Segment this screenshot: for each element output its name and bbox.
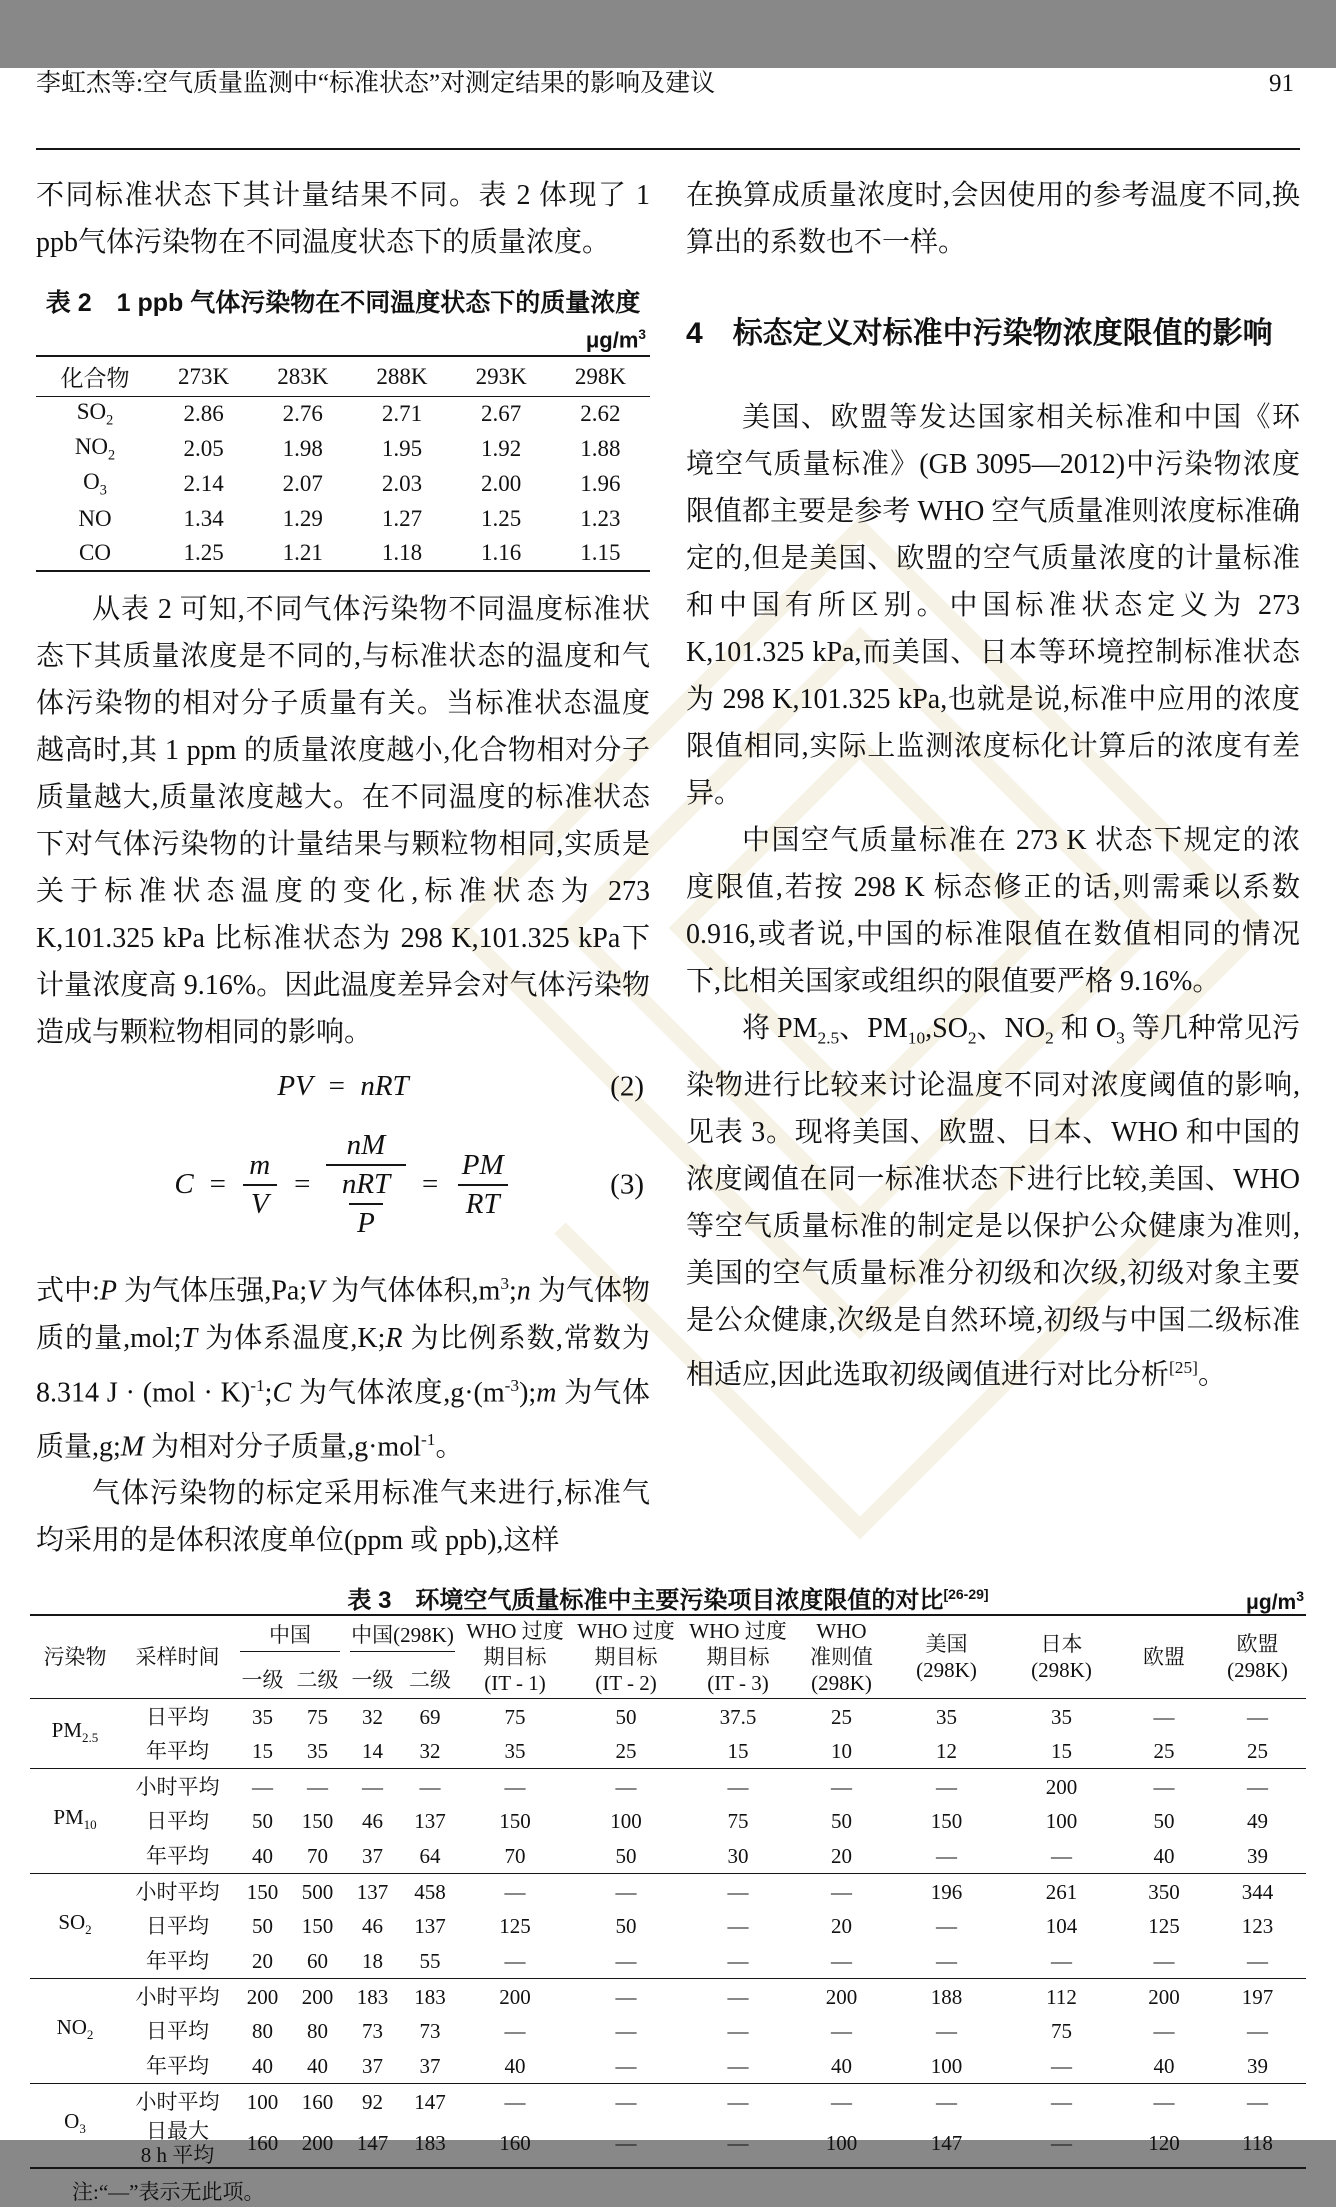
limit-value-cell: 183	[345, 1979, 400, 2014]
limit-value-cell: 183	[400, 1979, 460, 2014]
paragraph: 气体污染物的标定采用标准气来进行,标准气均采用的是体积浓度单位(ppm 或 ppb),这样	[36, 1478, 650, 1557]
limit-value-cell: —	[936, 1949, 957, 1974]
pollutant-cell: $O_3$	[30, 2084, 120, 2168]
equation-3-number: (3)	[610, 1168, 644, 1201]
limit-value-cell: —	[290, 1769, 345, 1804]
limit-value-cell: —	[936, 1844, 957, 1869]
paragraph: 在换算成质量浓度时,会因使用的参考温度不同,换算出的系数也不一样。	[686, 180, 1300, 258]
col-header: 欧盟 (298K)	[1209, 1615, 1306, 1699]
col-header: WHO 过度 期目标 (IT - 2)	[570, 1615, 682, 1699]
value-cell: 1.96	[580, 470, 621, 496]
limit-value-cell: 40	[252, 1844, 273, 1869]
value-cell: 2.03	[381, 470, 423, 496]
compound-cell: $NO_2$	[74, 433, 116, 464]
table3-row	[30, 1909, 1306, 1944]
limit-value-cell: —	[570, 1874, 682, 1909]
col-header-group: 中国	[235, 1615, 345, 1662]
limit-value-cell: —	[1209, 1769, 1306, 1804]
fraction-PM-over-RT: $\frac{PM}{RT}$	[454, 1149, 512, 1221]
limit-value-cell: —	[1153, 1949, 1175, 1974]
eq3-equals-2: =	[292, 1168, 312, 1201]
table3-row	[30, 2014, 1306, 2049]
limit-value-cell: 125	[499, 1914, 531, 1939]
paragraph: 将 $PM_{2.5}$、$PM_{10},SO_2$、$NO_2$ 和 $O_3$ 等几种常见污染物进行比较来讨论温度不同对浓度阈值的影响,见表 3。现将美国、欧盟、日本、WHO 和中国的浓度阈值在同一标准状态下进行比较,美国、WHO 等空气质量标准的制定是以保护公众健康为准则,美国的空气质量标准分初级和次级,初级对象主要是公众健康,次级是自然环境,初级与中国二级标准相适应,因此选取初级阈值进行对比分析[25]。	[686, 1013, 1300, 1390]
limit-value-cell: —	[1247, 2019, 1268, 2044]
limit-value-cell: —	[1119, 2084, 1209, 2119]
limit-value-cell: —	[727, 2019, 749, 2044]
sampling-time-cell: 日平均	[146, 2019, 209, 2044]
limit-value-cell: 160	[290, 2084, 345, 2119]
limit-value-cell: —	[1153, 1704, 1175, 1729]
limit-value-cell: 15	[727, 1739, 749, 1764]
limit-value-cell: 75	[1051, 2019, 1072, 2044]
table2-col-header: 化合物	[36, 356, 154, 396]
limit-value-cell: 200	[301, 2130, 334, 2155]
limit-value-cell: 350	[1119, 1874, 1209, 1909]
limit-value-cell: 104	[1045, 1914, 1078, 1939]
limit-value-cell: 100	[235, 2084, 290, 2119]
limit-value-cell: 100	[610, 1809, 642, 1834]
section-number: 4	[686, 317, 703, 350]
fraction-nM-over-nRT-P: $\frac{nM}{\frac{\text{nRT}}{P}}$	[326, 1129, 406, 1240]
equation-2-number: (2)	[610, 1070, 644, 1103]
limit-value-cell: —	[615, 2019, 637, 2044]
limit-value-cell: 197	[1209, 1979, 1306, 2014]
table2-header-row	[36, 356, 650, 396]
limit-value-cell: —	[727, 2054, 749, 2079]
limit-value-cell: —	[727, 2130, 749, 2155]
value-cell: 1.34	[183, 505, 224, 531]
value-cell: 2.67	[481, 401, 522, 427]
value-cell: 2.62	[580, 401, 621, 427]
limit-value-cell: 137	[345, 1874, 400, 1909]
limit-value-cell: 50	[615, 1914, 637, 1939]
table2	[36, 355, 650, 572]
limit-value-cell: —	[682, 1979, 794, 2014]
limit-value-cell: 50	[615, 1704, 637, 1729]
limit-value-cell: 25	[831, 1704, 852, 1729]
limit-value-cell: 137	[414, 1809, 446, 1834]
limit-value-cell: 25	[615, 1739, 637, 1764]
limit-value-cell: 25	[1247, 1739, 1268, 1764]
limit-value-cell: 196	[889, 1874, 1004, 1909]
table3-row	[30, 1979, 1306, 2014]
limit-value-cell: 200	[794, 1979, 889, 2014]
eq2-equals: =	[326, 1070, 347, 1103]
table3-row	[30, 1839, 1306, 1874]
limit-value-cell: —	[460, 1769, 570, 1804]
limit-value-cell: 160	[246, 2130, 279, 2155]
limit-value-cell: —	[1051, 1844, 1072, 1869]
limit-value-cell: 32	[419, 1739, 441, 1764]
table3-note: 注:“—”表示无此项。	[72, 2179, 265, 2204]
col-header: WHO 准则值 (298K)	[794, 1615, 889, 1699]
limit-value-cell: —	[615, 2130, 637, 2155]
value-cell: 1.21	[282, 540, 323, 566]
limit-value-cell: —	[1119, 1769, 1209, 1804]
limit-value-cell: 50	[252, 1809, 273, 1834]
limit-value-cell: 150	[235, 1874, 290, 1909]
value-cell: 2.14	[183, 470, 224, 496]
limit-value-cell: 69	[419, 1704, 441, 1729]
limit-value-cell: 39	[1247, 2054, 1268, 2079]
running-head-title: 李虹杰等:空气质量监测中“标准状态”对测定结果的影响及建议	[36, 70, 716, 97]
limit-value-cell: 73	[419, 2019, 441, 2044]
value-cell: 2.71	[381, 401, 423, 427]
table2-caption: 表 2 1 ppb 气体污染物在不同温度状态下的质量浓度	[45, 289, 641, 317]
table3-row	[30, 1944, 1306, 1979]
limit-value-cell: —	[570, 1979, 682, 2014]
limit-value-cell: 500	[290, 1874, 345, 1909]
limit-value-cell: 10	[831, 1739, 852, 1764]
limit-value-cell: 40	[1153, 2054, 1175, 2079]
col-header-sub: 二级	[400, 1662, 460, 1699]
limit-value-cell: 40	[831, 2054, 852, 2079]
value-cell: 1.18	[381, 540, 423, 566]
limit-value-cell: 150	[930, 1809, 963, 1834]
limit-value-cell: 40	[307, 2054, 328, 2079]
limit-value-cell: 137	[414, 1914, 446, 1939]
compound-cell: $O_3$	[83, 468, 107, 499]
section-4-heading	[686, 308, 1300, 360]
limit-value-cell: 118	[1242, 2130, 1273, 2155]
limit-value-cell: 147	[400, 2084, 460, 2119]
table3-unit: $\mu g/m^3$	[1246, 1588, 1304, 1615]
limit-value-cell: 20	[252, 1949, 273, 1974]
value-cell: 1.23	[580, 505, 621, 531]
right-column	[686, 172, 1300, 1564]
limit-value-cell: 35	[252, 1704, 273, 1729]
limit-value-cell: 200	[1004, 1769, 1119, 1804]
limit-value-cell: 150	[301, 1914, 334, 1939]
col-header-sub: 二级	[290, 1662, 345, 1699]
limit-value-cell: 40	[504, 2054, 526, 2079]
page-number: 91	[1269, 70, 1294, 97]
limit-value-cell: 150	[301, 1809, 334, 1834]
limit-value-cell: —	[1051, 2054, 1072, 2079]
pollutant-cell: $NO_2$	[30, 1979, 120, 2084]
limit-value-cell: 46	[362, 1809, 383, 1834]
col-header-group: 中国(298K)	[345, 1615, 460, 1662]
eq3-equals-3: =	[420, 1168, 440, 1201]
table3-row	[30, 1769, 1306, 1804]
two-column-body	[36, 172, 1300, 1564]
table3-caption-ref: [26-29]	[943, 1586, 989, 1603]
table3-row	[30, 2119, 1306, 2168]
paragraph: 从表 2 可知,不同气体污染物不同温度标准状态下其质量浓度是不同的,与标准状态的温度和气体污染物的相对分子质量有关。当标准状态温度越高时,其 1 ppm 的质量浓度越小,化合物相对分子质量越大,质量浓度越大。在不同温度的标准状态下对气体污染物的计量结果与颗粒物相同,实质是关于标准状态温度的变化,标准状态为 273 K,101.325 kPa 比标准状态为 298 K,101.325 kPa下计量浓度高 9.16%。因此温度差异会对气体污染物造成与颗粒物相同的影响。	[36, 594, 650, 1049]
limit-value-cell: —	[1051, 2130, 1072, 2155]
value-cell: 2.05	[183, 435, 224, 461]
col-header-sub: 一级	[235, 1662, 290, 1699]
table2-row	[36, 466, 650, 501]
limit-value-cell: —	[936, 2019, 957, 2044]
limit-value-cell: 50	[831, 1809, 852, 1834]
table3-row	[30, 1874, 1306, 1909]
value-cell: 1.98	[282, 435, 323, 461]
limit-value-cell: 64	[419, 1844, 441, 1869]
table3-header	[30, 1615, 1306, 1699]
table2-row	[36, 431, 650, 466]
value-cell: 1.25	[183, 540, 224, 566]
sampling-time-cell: 小时平均	[120, 1979, 235, 2014]
table3-row	[30, 2084, 1306, 2119]
limit-value-cell: 75	[307, 1704, 328, 1729]
limit-value-cell: 50	[615, 1844, 637, 1869]
limit-value-cell: —	[570, 2084, 682, 2119]
sampling-time-cell: 年平均	[146, 2054, 209, 2079]
value-cell: 1.16	[481, 540, 522, 566]
compound-cell: CO	[79, 540, 111, 566]
paragraph: 美国、欧盟等发达国家相关标准和中国《环境空气质量标准》(GB 3095—2012)中污染物浓度限值都主要是参考 WHO 空气质量准则浓度标准确定的,但是美国、欧盟的空气质量浓度的计量标准和中国有所区别。中国标准状态定义为 273 K,101.325 kPa,而美国、日本等环境控制标准状态为 298 K,101.325 kPa,也就是说,标准中应用的浓度限值相同,实际上监测浓度标化计算后的浓度有差异。	[686, 402, 1300, 809]
limit-value-cell: 188	[889, 1979, 1004, 2014]
limit-value-cell: 30	[727, 1844, 749, 1869]
limit-value-cell: 37	[362, 2054, 383, 2079]
limit-value-cell: —	[1051, 1949, 1072, 1974]
value-cell: 2.07	[282, 470, 323, 496]
limit-value-cell: —	[615, 2054, 637, 2079]
value-cell: 1.95	[381, 435, 423, 461]
table2-unit: $\mu g/m^3$	[585, 327, 646, 353]
limit-value-cell: 112	[1004, 1979, 1119, 2014]
limit-value-cell: —	[727, 1914, 749, 1939]
limit-value-cell: 46	[362, 1914, 383, 1939]
limit-value-cell: —	[831, 2019, 852, 2044]
limit-value-cell: —	[1153, 2019, 1175, 2044]
limit-value-cell: —	[504, 1949, 526, 1974]
sampling-time-cell: 日平均	[146, 1704, 209, 1729]
col-header: WHO 过度 期目标 (IT - 3)	[682, 1615, 794, 1699]
limit-value-cell: 50	[1153, 1809, 1175, 1834]
limit-value-cell: 80	[252, 2019, 273, 2044]
limit-value-cell: —	[400, 1769, 460, 1804]
col-header: 美国 (298K)	[889, 1615, 1004, 1699]
limit-value-cell: 37	[419, 2054, 441, 2079]
limit-value-cell: —	[794, 1874, 889, 1909]
limit-value-cell: —	[794, 1769, 889, 1804]
value-cell: 1.25	[481, 505, 522, 531]
section-title: 标态定义对标准中污染物浓度限值的影响	[732, 317, 1273, 350]
table2-row	[36, 501, 650, 536]
eq2-rhs: nRT	[360, 1070, 409, 1103]
limit-value-cell: —	[727, 1949, 749, 1974]
col-header: 日本 (298K)	[1004, 1615, 1119, 1699]
limit-value-cell: 75	[727, 1809, 749, 1834]
sampling-time-cell: 年平均	[146, 1739, 209, 1764]
limit-value-cell: 261	[1004, 1874, 1119, 1909]
eq3-equals-1: =	[207, 1168, 228, 1201]
col-header: 欧盟	[1119, 1615, 1209, 1699]
limit-value-cell: —	[794, 2084, 889, 2119]
limit-value-cell: 37.5	[719, 1704, 757, 1729]
sampling-time-cell: 日平均	[146, 1914, 209, 1939]
limit-value-cell: —	[460, 2084, 570, 2119]
paragraph: 不同标准状态下其计量结果不同。表 2 体现了 1 ppb气体污染物在不同温度状态下的质量浓度。	[36, 180, 650, 258]
sampling-time-cell: 日平均	[146, 1809, 209, 1834]
limit-value-cell: 92	[345, 2084, 400, 2119]
limit-value-cell: 200	[290, 1979, 345, 2014]
limit-value-cell: —	[682, 2084, 794, 2119]
table2-col-header: 288K	[352, 356, 451, 396]
limit-value-cell: —	[1209, 2084, 1306, 2119]
equation-2	[36, 1070, 650, 1103]
table2-row	[36, 536, 650, 571]
limit-value-cell: 18	[362, 1949, 383, 1974]
limit-value-cell: 32	[362, 1704, 383, 1729]
table3-block	[30, 1578, 1306, 2207]
limit-value-cell: —	[889, 1769, 1004, 1804]
sampling-time-cell: 日最大 8 h 平均	[140, 2118, 215, 2167]
table3-header-row-1	[30, 1615, 1306, 1662]
limit-value-cell: 120	[1148, 2130, 1180, 2155]
table2-row	[36, 396, 650, 431]
value-cell: 1.27	[381, 505, 423, 531]
limit-value-cell: 20	[831, 1914, 852, 1939]
pollutant-cell: $SO_2$	[30, 1874, 120, 1979]
limit-value-cell: —	[889, 2084, 1004, 2119]
value-cell: 2.86	[183, 401, 224, 427]
value-cell: 1.15	[580, 540, 621, 566]
paragraph: 中国空气质量标准在 273 K 状态下规定的浓度限值,若按 298 K 标态修正的话,则需乘以系数 0.916,或者说,中国的标准限值在数值相同的情况下,比相关国家或组织的限值要严格 9.16%。	[686, 825, 1300, 997]
running-head	[36, 68, 1300, 150]
limit-value-cell: 70	[307, 1844, 328, 1869]
limit-value-cell: 50	[252, 1914, 273, 1939]
limit-value-cell: 55	[419, 1949, 441, 1974]
table2-col-header: 293K	[452, 356, 551, 396]
limit-value-cell: —	[682, 1874, 794, 1909]
pollutant-cell: $PM_{2.5}$	[51, 1717, 99, 1745]
limit-value-cell: 37	[362, 1844, 383, 1869]
equation-3	[36, 1129, 650, 1240]
limit-value-cell: 73	[362, 2019, 383, 2044]
limit-value-cell: 39	[1247, 1844, 1268, 1869]
table3-row	[30, 1734, 1306, 1769]
limit-value-cell: —	[235, 1769, 290, 1804]
limit-value-cell: 147	[930, 2130, 963, 2155]
limit-value-cell: 200	[460, 1979, 570, 2014]
sampling-time-cell: 年平均	[146, 1844, 209, 1869]
value-cell: 2.00	[481, 470, 522, 496]
limit-value-cell: 75	[504, 1704, 526, 1729]
limit-value-cell: 20	[831, 1844, 852, 1869]
limit-value-cell: 35	[936, 1704, 957, 1729]
value-cell: 1.29	[282, 505, 323, 531]
table2-col-header: 298K	[551, 356, 650, 396]
limit-value-cell: 147	[356, 2130, 389, 2155]
compound-cell: NO	[78, 505, 112, 531]
limit-value-cell: 35	[504, 1739, 526, 1764]
limit-value-cell: 200	[1119, 1979, 1209, 2014]
limit-value-cell: 35	[307, 1739, 328, 1764]
value-cell: 1.92	[481, 435, 522, 461]
limit-value-cell: —	[504, 2019, 526, 2044]
limit-value-cell: 14	[362, 1739, 383, 1764]
table2-body	[36, 396, 650, 571]
limit-value-cell: —	[831, 1949, 852, 1974]
table3-row	[30, 1699, 1306, 1734]
limit-value-cell: 100	[930, 2054, 963, 2079]
col-header-sub: 一级	[345, 1662, 400, 1699]
col-header: WHO 过度 期目标 (IT - 1)	[460, 1615, 570, 1699]
limit-value-cell: 60	[307, 1949, 328, 1974]
limit-value-cell: —	[1247, 1949, 1268, 1974]
limit-value-cell: —	[936, 1914, 957, 1939]
limit-value-cell: 150	[499, 1809, 531, 1834]
fraction-nRT-over-P: $\frac{\text{nRT}}{P}$	[341, 1168, 391, 1240]
limit-value-cell: —	[1247, 1704, 1268, 1729]
limit-value-cell: 15	[252, 1739, 273, 1764]
paragraph: 式中:P 为气体压强,Pa;V 为气体体积$,m^3;n$ 为气体物质的量,mol;T 为体系温度,K;R 为比例系数,常数为 8.314 J · (mol · K)$^{-1}$;C 为气体浓度$,g\cdot(m^{-3});m$ 为气体质量,g;M 为相对分子质量,g·mol$^{-1}$。	[36, 1274, 651, 1463]
sampling-time-cell: 小时平均	[120, 1769, 235, 1804]
col-header-pollutant: 污染物	[30, 1615, 120, 1699]
limit-value-cell: 80	[307, 2019, 328, 2044]
table3-body	[30, 1699, 1306, 2168]
limit-value-cell: 160	[499, 2130, 531, 2155]
table2-col-header: 273K	[154, 356, 253, 396]
sampling-time-cell: 小时平均	[120, 1874, 235, 1909]
limit-value-cell: 344	[1209, 1874, 1306, 1909]
limit-value-cell: 25	[1153, 1739, 1175, 1764]
sampling-time-cell: 年平均	[146, 1949, 209, 1974]
compound-cell: $SO_2$	[76, 398, 114, 429]
table3-row	[30, 2049, 1306, 2084]
limit-value-cell: 458	[400, 1874, 460, 1909]
limit-value-cell: 183	[414, 2130, 446, 2155]
left-column	[36, 172, 650, 1564]
limit-value-cell: —	[460, 1874, 570, 1909]
table3-row	[30, 1804, 1306, 1839]
limit-value-cell: 200	[235, 1979, 290, 2014]
limit-value-cell: 35	[1051, 1704, 1072, 1729]
eq3-C: C	[174, 1168, 194, 1201]
table3-caption: 表 3 环境空气质量标准中主要污染项目浓度限值的对比[26-29] $\mu g/m^3$	[30, 1578, 1306, 1614]
journal-page	[0, 68, 1336, 2204]
limit-value-cell: —	[615, 1949, 637, 1974]
table3	[30, 1614, 1306, 2169]
limit-value-cell: 125	[1148, 1914, 1180, 1939]
col-header-sampling-time: 采样时间	[120, 1615, 235, 1699]
limit-value-cell: 40	[1153, 1844, 1175, 1869]
limit-value-cell: —	[1004, 2084, 1119, 2119]
limit-value-cell: —	[682, 1769, 794, 1804]
limit-value-cell: —	[570, 1769, 682, 1804]
limit-value-cell: 15	[1051, 1739, 1072, 1764]
eq2-lhs: PV	[277, 1070, 313, 1103]
limit-value-cell: 70	[504, 1844, 526, 1869]
limit-value-cell: 123	[1241, 1914, 1274, 1939]
table2-col-header: 283K	[253, 356, 352, 396]
limit-value-cell: 100	[825, 2130, 858, 2155]
sampling-time-cell: 小时平均	[120, 2084, 235, 2119]
limit-value-cell: 12	[936, 1739, 957, 1764]
value-cell: 2.76	[282, 401, 323, 427]
limit-value-cell: 40	[252, 2054, 273, 2079]
limit-value-cell: —	[345, 1769, 400, 1804]
value-cell: 1.88	[580, 435, 621, 461]
limit-value-cell: 49	[1247, 1809, 1268, 1834]
fraction-m-over-V: $\frac{m}{V}$	[241, 1149, 278, 1221]
pollutant-cell: $PM_{10}$	[30, 1769, 120, 1874]
limit-value-cell: 100	[1045, 1809, 1078, 1834]
